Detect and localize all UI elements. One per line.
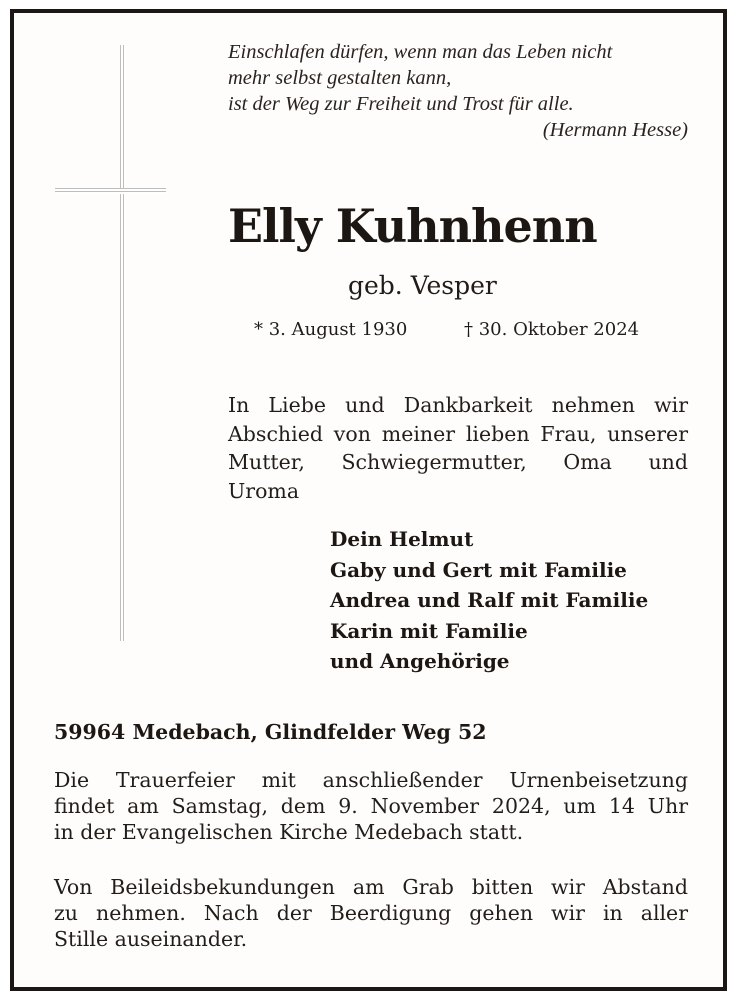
farewell-line: Uroma <box>228 478 300 503</box>
farewell-line: Mutter, Schwiegermutter, Oma und <box>228 450 688 474</box>
birth-name: geb. Vesper <box>348 271 497 300</box>
mourners-list <box>330 524 648 677</box>
quote-line: mehr selbst gestalten kann, <box>228 67 452 89</box>
death-date: † 30. Oktober 2024 <box>464 319 640 340</box>
quote <box>228 39 688 143</box>
birth-date: * 3. August 1930 <box>254 319 408 340</box>
deceased-name: Elly Kuhnhenn <box>228 199 597 253</box>
farewell-text <box>228 391 688 505</box>
funeral-line: in der Evangelischen Kirche Medebach statt. <box>54 820 524 844</box>
farewell-line: Abschied von meiner lieben Frau, unserer <box>228 421 688 446</box>
quote-author: (Hermann Hesse) <box>542 119 688 141</box>
funeral-info <box>54 767 688 845</box>
mourner-item: Dein Helmut <box>330 527 474 551</box>
condolence-line: Stille auseinander. <box>54 927 248 951</box>
cross-vertical-beam <box>120 45 126 641</box>
funeral-line: Die Trauerfeier mit anschließender Urnenbeisetzung <box>54 768 688 792</box>
mourner-item: Andrea und Ralf mit Familie <box>330 588 649 612</box>
obituary-notice <box>10 9 727 991</box>
mourner-item: Karin mit Familie <box>330 618 528 643</box>
quote-line: ist der Weg zur Freiheit und Trost für alle. <box>228 93 574 115</box>
mourner-item: und Angehörige <box>330 649 510 673</box>
condolence-line: Von Beileidsbekundungen am Grab bitten wir Abstand <box>54 875 688 899</box>
cross-horizontal-beam <box>55 188 166 194</box>
mourner-item: Gaby und Gert mit Familie <box>330 557 627 582</box>
funeral-line: findet am Samstag, dem 9. November 2024, um 14 Uhr <box>54 794 688 818</box>
quote-line: Einschlafen dürfen, wenn man das Leben nicht <box>228 41 613 63</box>
family-address: 59964 Medebach, Glindfelder Weg 52 <box>54 720 487 744</box>
condolence-note <box>54 874 688 952</box>
farewell-line: In Liebe und Dankbarkeit nehmen wir <box>228 393 688 417</box>
condolence-line: zu nehmen. Nach der Beerdigung gehen wir in aller <box>54 901 688 925</box>
